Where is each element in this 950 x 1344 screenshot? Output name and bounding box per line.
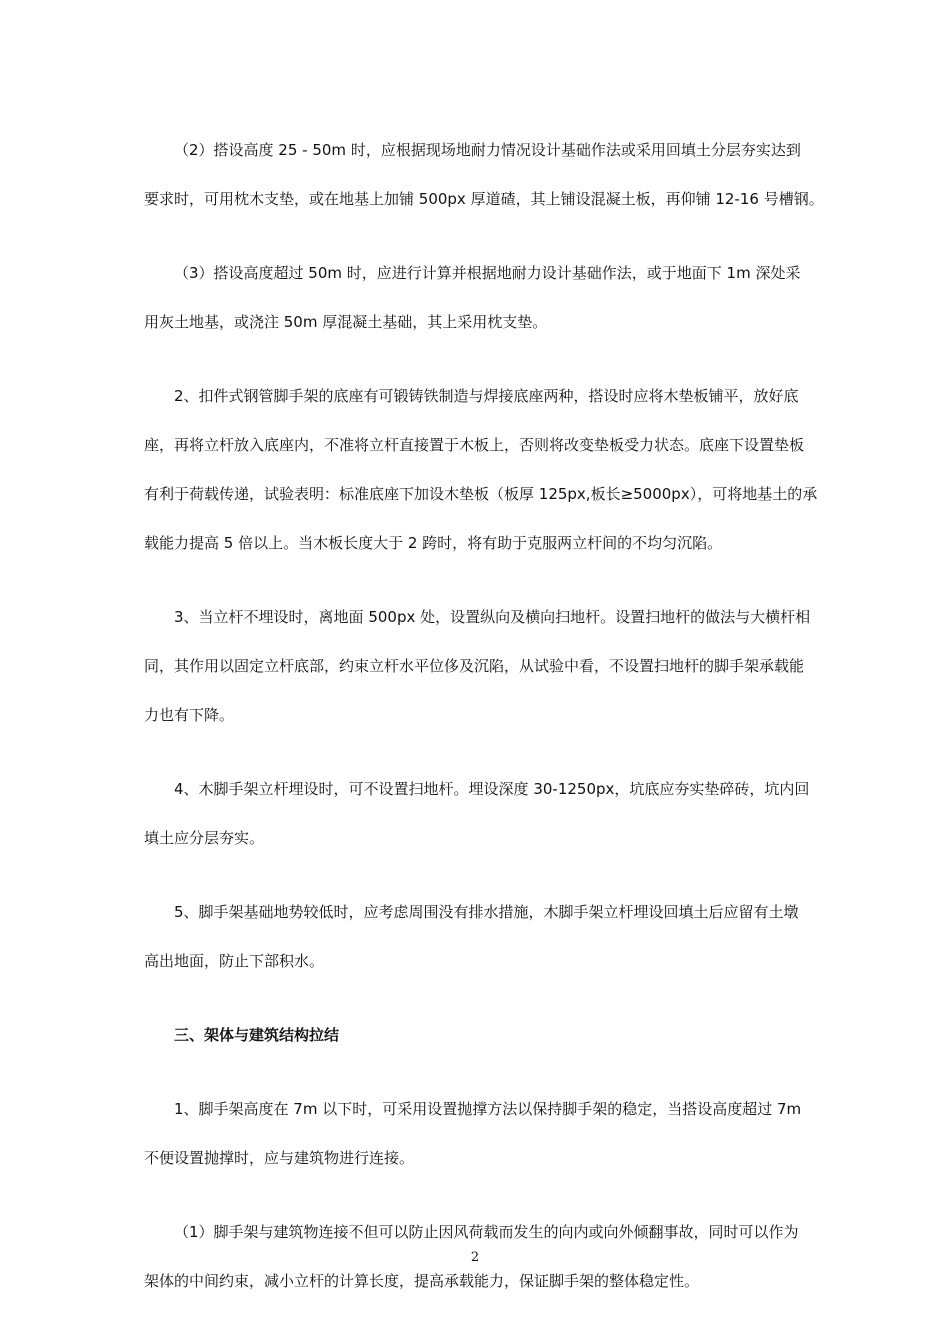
- text-line: （1）脚手架与建筑物连接不但可以防止因风荷载而发生的向内或向外倾翻事故，同时可以作为: [174, 1223, 799, 1241]
- text-line: 2、扣件式钢管脚手架的底座有可锻铸铁制造与焊接底座两种，搭设时应将木垫板铺平，放好底: [174, 387, 799, 405]
- text-line: 不便设置抛撑时，应与建筑物进行连接。: [144, 1149, 415, 1167]
- paragraph-sweep-pole: [144, 593, 811, 740]
- text-line: 1、脚手架高度在 7m 以下时，可采用设置抛撑方法以保持脚手架的稳定，当搭设高度超过 7m: [174, 1100, 802, 1118]
- text-line: 有利于荷载传递，试验表明：标准底座下加设木垫板（板厚 125px,板长≥5000px），可将地基土的承: [144, 485, 818, 503]
- text-line: 用灰土地基，或浇注 50m 厚混凝土基础，其上采用枕支垫。: [144, 313, 548, 331]
- text-line: 载能力提高 5 倍以上。当木板长度大于 2 跨时，将有助于克服两立杆间的不均匀沉陷。: [144, 534, 723, 552]
- text-line: （2）搭设高度 25 - 50m 时，应根据现场地耐力情况设计基础作法或采用回填土分层夯实达到: [174, 141, 801, 159]
- text-line: 座，再将立杆放入底座内，不准将立杆直接置于木板上，否则将改变垫板受力状态。底座下设置垫板: [144, 436, 805, 454]
- paragraph-base-types: [144, 372, 818, 568]
- text-line: 同，其作用以固定立杆底部，约束立杆水平位侈及沉陷，从试验中看，不设置扫地杆的脚手架承载能: [144, 657, 805, 675]
- text-line: 填土应分层夯实。: [144, 829, 265, 847]
- text-line: 架体的中间约束，减小立杆的计算长度，提高承载能力，保证脚手架的整体稳定性。: [144, 1272, 700, 1290]
- text-line: 3、当立杆不埋设时，离地面 500px 处，设置纵向及横向扫地杆。设置扫地杆的做法与大横杆相: [174, 608, 811, 626]
- section-heading: 三、架体与建筑结构拉结: [174, 1026, 340, 1044]
- text-line: 要求时，可用枕木支垫，或在地基上加铺 500px 厚道碴，其上铺设混凝土板，再仰铺 12-16 号槽钢。: [144, 190, 824, 208]
- text-line: 高出地面，防止下部积水。: [144, 952, 325, 970]
- page-number: 2: [470, 1250, 480, 1265]
- document-body: [144, 126, 824, 1331]
- paragraph-drainage: [144, 888, 808, 986]
- text-line: 5、脚手架基础地势较低时，应考虑周围没有排水措施，木脚手架立杆埋设回填土后应留有土墩: [174, 903, 799, 921]
- paragraph-wood-scaffold: [144, 765, 808, 863]
- text-line: （3）搭设高度超过 50m 时，应进行计算并根据地耐力设计基础作法，或于地面下 1m 深处采: [174, 264, 801, 282]
- paragraph-bracing: [144, 1085, 808, 1183]
- text-line: 4、木脚手架立杆埋设时，可不设置扫地杆。埋设深度 30-1250px，坑底应夯实垫碎砖，坑内回: [174, 780, 810, 798]
- paragraph-height-over-50: [144, 249, 808, 347]
- paragraph-height-25-50: [144, 126, 824, 224]
- text-line: 力也有下降。: [144, 706, 235, 724]
